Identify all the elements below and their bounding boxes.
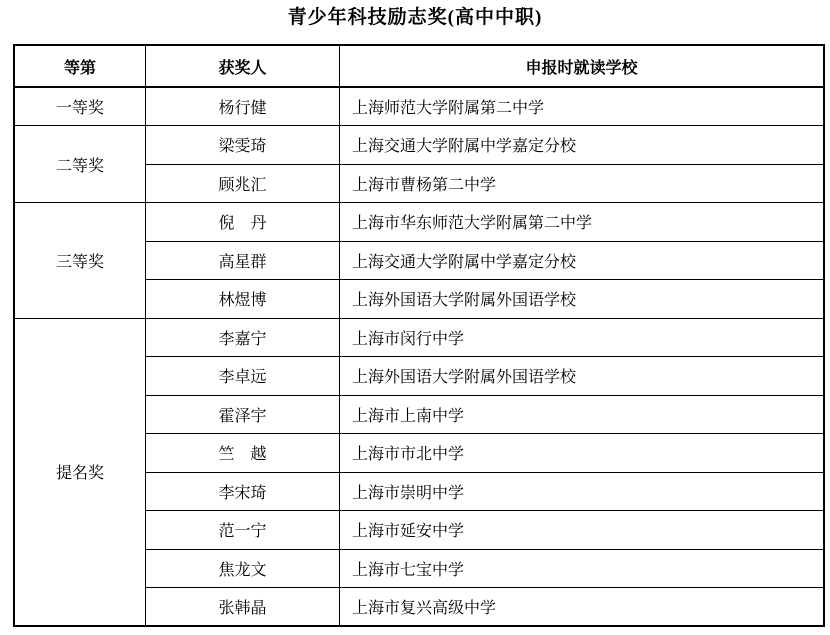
school-cell: 上海师范大学附属第二中学 — [340, 87, 825, 126]
school-cell: 上海市市北中学 — [340, 434, 825, 473]
school-cell: 上海市华东师范大学附属第二中学 — [340, 203, 825, 242]
school-cell: 上海市七宝中学 — [340, 549, 825, 588]
winner-name-cell: 张韩晶 — [146, 588, 340, 627]
rank-cell-first-prize: 一等奖 — [14, 87, 146, 126]
school-cell: 上海外国语大学附属外国语学校 — [340, 280, 825, 319]
winner-name-cell: 林煜博 — [146, 280, 340, 319]
header-rank: 等第 — [14, 45, 146, 87]
school-cell: 上海交通大学附属中学嘉定分校 — [340, 241, 825, 280]
winner-name-cell: 顾兆汇 — [146, 164, 340, 203]
winner-name-cell: 倪 丹 — [146, 203, 340, 242]
school-cell: 上海市崇明中学 — [340, 472, 825, 511]
school-cell: 上海外国语大学附属外国语学校 — [340, 357, 825, 396]
winner-name-cell: 高星群 — [146, 241, 340, 280]
winner-name-cell: 李卓远 — [146, 357, 340, 396]
award-table — [13, 44, 825, 627]
header-row — [14, 45, 824, 87]
header-winner: 获奖人 — [146, 45, 340, 87]
school-cell: 上海市延安中学 — [340, 511, 825, 550]
rank-cell-third-prize: 三等奖 — [14, 203, 146, 319]
page-title: 青少年科技励志奖(高中中职) — [287, 7, 543, 28]
school-cell: 上海交通大学附属中学嘉定分校 — [340, 126, 825, 165]
winner-name-cell: 李宋琦 — [146, 472, 340, 511]
table-row — [14, 87, 824, 126]
winner-name-cell: 焦龙文 — [146, 549, 340, 588]
school-cell: 上海市上南中学 — [340, 395, 825, 434]
winner-name-cell: 范一宁 — [146, 511, 340, 550]
winner-name-cell: 霍泽宇 — [146, 395, 340, 434]
winner-name-cell: 梁雯琦 — [146, 126, 340, 165]
school-cell: 上海市复兴高级中学 — [340, 588, 825, 627]
table-row — [14, 203, 824, 242]
winner-name-cell: 杨行健 — [146, 87, 340, 126]
school-cell: 上海市闵行中学 — [340, 318, 825, 357]
header-school: 申报时就读学校 — [340, 45, 825, 87]
winner-name-cell: 竺 越 — [146, 434, 340, 473]
school-cell: 上海市曹杨第二中学 — [340, 164, 825, 203]
rank-cell-nomination-prize: 提名奖 — [14, 318, 146, 626]
winner-name-cell: 李嘉宁 — [146, 318, 340, 357]
table-row — [14, 126, 824, 165]
table-row — [14, 318, 824, 357]
rank-cell-second-prize: 二等奖 — [14, 126, 146, 203]
